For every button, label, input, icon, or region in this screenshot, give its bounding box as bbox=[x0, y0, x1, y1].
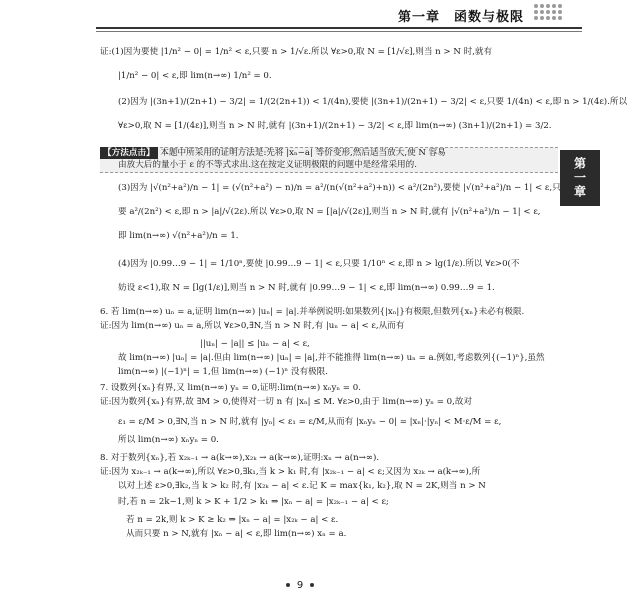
proof-line-2: |1/n² − 0| < ε,即 lim(n→∞) 1/n² = 0. bbox=[118, 71, 272, 81]
proof-6-inequality: ||uₙ| − |a|| ≤ |uₙ − a| < ε, bbox=[200, 339, 310, 349]
proof-7-line-2: ε₁ = ε/M > 0,∃N,当 n > N 时,就有 |yₙ| < ε₁ = ε/M,从而有 |xₙyₙ − 0| = |xₙ|·|yₙ| < M·ε/M = ε, bbox=[118, 417, 502, 427]
method-tip-line-1 bbox=[100, 147, 570, 159]
footer-dot-right bbox=[310, 583, 314, 587]
header-rule bbox=[96, 27, 582, 29]
proof-line-9: 妨设 ε<1),取 N = [lg(1/ε)],则当 n > N 时,就有 |0.99…9 − 1| < ε,即 lim(n→∞) 0.99…9 = 1. bbox=[118, 283, 495, 293]
proof-6-line-2: 故 lim(n→∞) |uₙ| = |a|.但由 lim(n→∞) |uₙ| = |a|,并不能推得 lim(n→∞) uₙ = a.例如,考虑数列{(−1)ⁿ},虽然 bbox=[118, 353, 545, 363]
problem-8-statement: 8. 对于数列{xₙ},若 x₂ₖ₋₁ → a(k→∞),x₂ₖ → a(k→∞),证明:xₙ → a(n→∞). bbox=[100, 453, 380, 463]
problem-7-statement: 7. 设数列{xₙ}有界,又 lim(n→∞) yₙ = 0,证明:lim(n→∞) xₙyₙ = 0. bbox=[100, 383, 361, 393]
proof-6-line-3: lim(n→∞) |(−1)ⁿ| = 1,但 lim(n→∞) (−1)ⁿ 没有极限. bbox=[118, 367, 328, 377]
proof-8-line-5: 从而只要 n > N,就有 |xₙ − a| < ε,即 lim(n→∞) xₙ = a. bbox=[126, 529, 347, 539]
page-header bbox=[0, 0, 600, 32]
page-footer bbox=[0, 580, 600, 591]
proof-line-4: ∀ε>0,取 N = [1/(4ε)],则当 n > N 时,就有 |(3n+1)/(2n+1) − 3/2| < ε,即 lim(n→∞) (3n+1)/(2n+1) = 3/2. bbox=[118, 121, 552, 131]
proof-line-3: (2)因为 |(3n+1)/(2n+1) − 3/2| = 1/(2(2n+1)) < 1/(4n),要使 |(3n+1)/(2n+1) − 3/2| < ε,只要 1/(4n) < ε,即 n > 1/(4ε).所以 bbox=[118, 97, 627, 107]
page-number: 9 bbox=[296, 580, 304, 591]
proof-7-line-3: 所以 lim(n→∞) xₙyₙ = 0. bbox=[118, 435, 219, 445]
proof-line-7: 即 lim(n→∞) √(n²+a²)/n = 1. bbox=[118, 231, 239, 241]
header-rule-thin bbox=[96, 31, 582, 32]
footer-dot-left bbox=[286, 583, 290, 587]
header-dots-ornament bbox=[534, 4, 562, 20]
chapter-header-title: 第一章 函数与极限 bbox=[398, 10, 525, 25]
proof-line-8: (4)因为 |0.99…9 − 1| = 1/10ⁿ,要使 |0.99…9 − 1| < ε,只要 1/10ⁿ < ε,即 n > lg(1/ε).所以 ∀ε>0(不 bbox=[118, 259, 520, 269]
chapter-side-tab: 第一章 bbox=[560, 150, 600, 206]
proof-8-line-1: 证:因为 x₂ₖ₋₁ → a(k→∞),所以 ∀ε>0,∃k₁,当 k > k₁ 时,有 |x₂ₖ₋₁ − a| < ε;又因为 x₂ₖ → a(k→∞),所 bbox=[100, 467, 481, 477]
problem-6-statement: 6. 若 lim(n→∞) uₙ = a,证明 lim(n→∞) |uₙ| = |a|.并举例说明:如果数列{|xₙ|}有极限,但数列{xₙ}未必有极限. bbox=[100, 307, 525, 317]
method-tip-text-1: 本题中所采用的证明方法是:先将 |xₙ−a| 等价变形,然后适当放大,使 N 容易 bbox=[160, 148, 446, 158]
proof-6-line-1: 证:因为 lim(n→∞) uₙ = a,所以 ∀ε>0,∃N,当 n > N 时,有 |uₙ − a| < ε,从而有 bbox=[100, 321, 405, 331]
method-tip-label: 【方法点击】 bbox=[100, 147, 158, 159]
proof-line-5: (3)因为 |√(n²+a²)/n − 1| = (√(n²+a²) − n)/n = a²/(n(√(n²+a²)+n)) < a²/(2n²),要使 |√(n²+a²)/n − 1| < ε,只 bbox=[118, 183, 561, 193]
proof-8-line-2: 以对上述 ε>0,∃k₂,当 k > k₂ 时,有 |x₂ₖ − a| < ε.记 K = max{k₁, k₂},取 N = 2K,则当 n > N bbox=[118, 481, 486, 491]
proof-7-line-1: 证:因为数列{xₙ}有界,故 ∃M > 0,使得对一切 n 有 |xₙ| ≤ M. ∀ε>0,由于 lim(n→∞) yₙ = 0,故对 bbox=[100, 397, 473, 407]
proof-8-line-4: 若 n = 2k,则 k > K ≥ k₂ ⇒ |xₙ − a| = |x₂ₖ − a| < ε. bbox=[126, 515, 339, 525]
proof-8-line-3: 时,若 n = 2k−1,则 k > K + 1/2 > k₁ ⇒ |xₙ − a| = |x₂ₖ₋₁ − a| < ε; bbox=[118, 497, 389, 507]
proof-line-1: 证:(1)因为要使 |1/n² − 0| = 1/n² < ε,只要 n > 1/√ε.所以 ∀ε>0,取 N = [1/√ε],则当 n > N 时,就有 bbox=[100, 47, 493, 57]
proof-line-6: 要 a²/(2n²) < ε,即 n > |a|/√(2ε).所以 ∀ε>0,取 N = [|a|/√(2ε)],则当 n > N 时,就有 |√(n²+a²)/n − 1| < ε, bbox=[118, 207, 541, 217]
method-tip-line-2: 由放大后的量小于 ε 的不等式求出.这在按定义证明极限的问题中是经常采用的. bbox=[118, 160, 417, 170]
